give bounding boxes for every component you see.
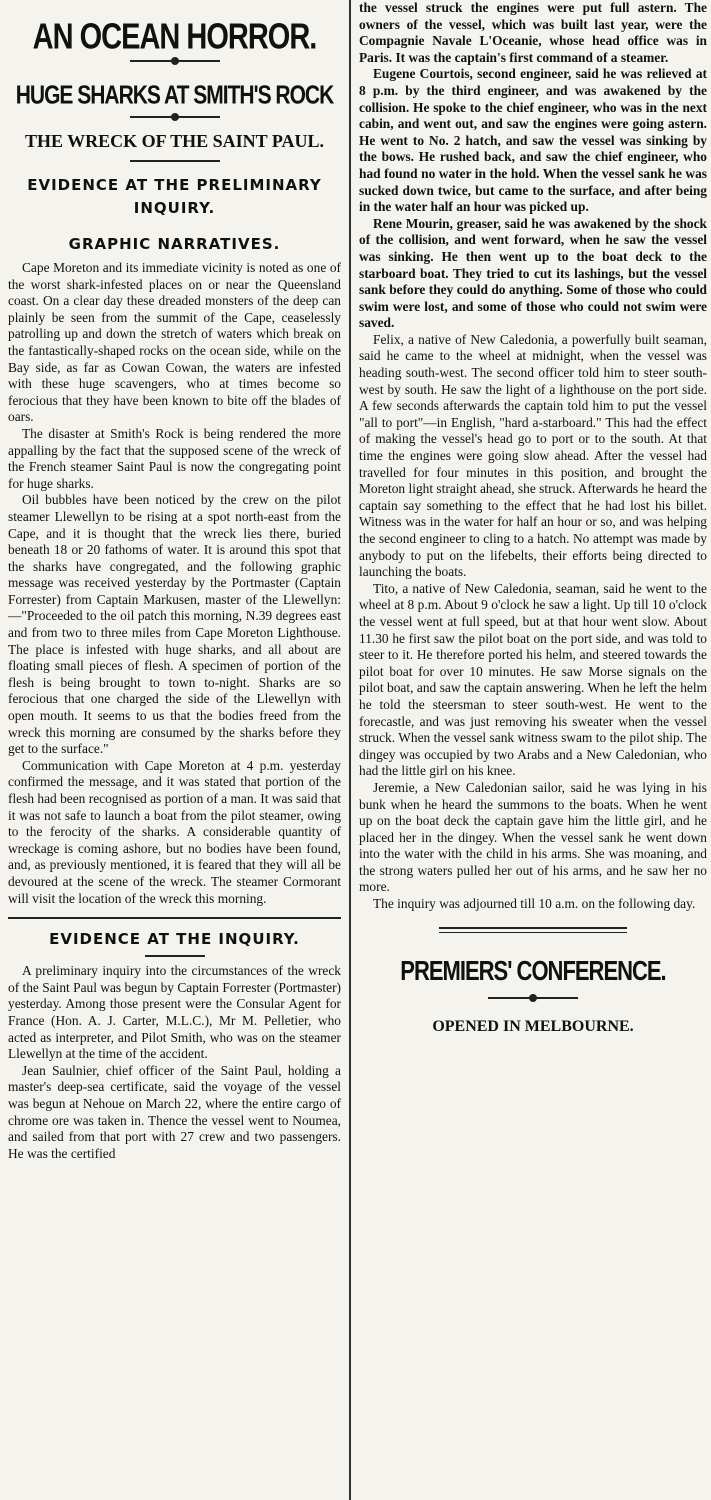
- subhead-evidence: EVIDENCE AT THE PRELIMINARY INQUIRY.: [27, 176, 322, 217]
- paragraph: Tito, a native of New Caledonia, seaman, said he went to the wheel at 8 p.m. About 9 o'clock he saw a light. Up till 10 o'clock the vessel went at full speed, but at that hour went slow. About 11.30 he first saw the pilot boat on the port side, and was told to steer to it. He therefore ported his helm, and steered towards the pilot boat for over 10 minutes. He saw Morse signals on the pilot boat, and saw the captain answering. When he left the helm he told the steersman to steer south-west. He went to the forecastle, and was just removing his sweater when the vessel struck. When the vessel sank witness swam to the pilot ship. The dingey was occupied by two Arabs and a New Caledonian, who had the little girl on his knee.: [359, 580, 707, 779]
- section-rule: [8, 917, 341, 919]
- subhead-inquiry: EVIDENCE AT THE INQUIRY.: [49, 930, 300, 949]
- ornament-rule: [130, 116, 220, 118]
- ornament-rule: [130, 60, 220, 62]
- ornament-rule: [145, 955, 205, 957]
- paragraph: Oil bubbles have been noticed by the crew on the pilot steamer Llewellyn to be rising at a spot north-east from the Cape, and it is thought that the wreck lies there, buried beneath 18 or 20 fathoms of water. It is around this spot that the sharks have congregated, and the following graphic message was received yesterday by the Portmaster (Captain Forrester) from Captain Markusen, master of the Llewellyn:—"Proceeded to the oil patch this morning, N.39 degrees east and from two to three miles from Cape Moreton Lighthouse. The place is infested with huge sharks, and all about are floating small pieces of flesh. A specimen of portion of the flesh is being brought to town to-night. Sharks are so ferocious that one charged the side of the Llewellyn with open mouth. It seems to us that the bodies freed from the wreck this morning are consumed by the sharks before they get to the surface.": [8, 492, 341, 757]
- inquiry-body: [8, 963, 341, 1162]
- article-body-right: [359, 0, 707, 913]
- subhead-wreck: THE WRECK OF THE SAINT PAUL.: [24, 131, 325, 151]
- paragraph: Cape Moreton and its immediate vicinity is noted as one of the worst shark-infested places on or near the Queensland coast. On a clear day these dreaded monsters of the deep can plainly be seen from the summit of the Cape, ceaselessly patrolling up and down the stretch of waters which break on the fantastically-shaped rocks on the ocean side, while on the Bay side, as far as Cowan Cowan, the waters are infested with these huge scavengers, who at times become so ferocious that they have been known to bite off the blades of oars.: [8, 260, 341, 425]
- paragraph: Eugene Courtois, second engineer, said he was relieved at 8 p.m. by the third engineer, and was awakened by the collision. He spoke to the chief engineer, who was in the next cabin, and went out, and saw the engines were going astern. He went to No. 2 hatch, and saw the vessel was sinking by the bows. He rushed back, and saw the chief engineer, who had found no water in the hold. When the vessel sank he was sucked down twice, but came to the surface, and after being in the water half an hour was picked up.: [359, 66, 707, 215]
- paragraph: Felix, a native of New Caledonia, a powerfully built seaman, said he came to the wheel at midnight, when the vessel was heading south-west. The second officer told him to steer south-west by south. He saw the light of a lighthouse on the port side. A few seconds afterwards the captain told him to put the vessel "all to port"—in English, "hard a-starboard." This had the effect of making the vessel's head go to port or to the south. At that time the engines were going slow ahead. After the vessel had travelled for four minutes in this position, and brought the Moreton light straight ahead, she struck. Afterwards he heard the captain say something to the effect that he had lost his billet. Witness was in the water for half an hour or so, and was helping the second engineer to cling to a hatch. No attempt was made by anybody to put on the lifebelts, their efforts being directed to launching the boats.: [359, 331, 707, 580]
- article-body-left: [8, 260, 341, 907]
- paragraph: The disaster at Smith's Rock is being rendered the more appalling by the fact that the supposed scene of the wreck of the French steamer Saint Paul is now the congregating point for huge sharks.: [8, 425, 341, 491]
- subhead-sharks: HUGE SHARKS AT SMITH'S ROCK: [15, 81, 334, 110]
- paragraph: Jean Saulnier, chief officer of the Saint Paul, holding a master's deep-sea certificate, said the voyage of the vessel was begun at Nehoue on March 22, where the entire cargo of chrome ore was taken in. Thence the vessel went to Noumea, and sailed from that port with 27 crew and two passengers. He was the certified: [8, 1062, 341, 1161]
- subhead-opened: OPENED IN MELBOURNE.: [432, 1017, 634, 1035]
- headline: AN OCEAN HORROR.: [32, 17, 317, 57]
- column-divider: [349, 0, 351, 1500]
- subhead-graphic: GRAPHIC NARRATIVES.: [68, 235, 281, 253]
- left-column: [8, 0, 345, 1500]
- paragraph: Communication with Cape Moreton at 4 p.m. yesterday confirmed the message, and it was stated that portion of the flesh had been recognised as portion of a man. It was said that it was not safe to launch a boat from the pilot steamer, owing to the ferocity of the sharks. A considerable quantity of wreckage is coming ashore, but no bodies have been found, and, as previously mentioned, it is feared that they will all be devoured at the scene of the wreck. The steamer Cormorant will visit the location of the wreck this morning.: [8, 757, 341, 906]
- paragraph: The inquiry was adjourned till 10 a.m. on the following day.: [373, 896, 696, 912]
- headline-premiers: PREMIERS' CONFERENCE.: [400, 954, 666, 986]
- paragraph: Jeremie, a New Caledonian sailor, said he was lying in his bunk when he heard the summons to the boats. When he went up on the boat deck the captain gave him the little girl, and he placed her in the dingey. When the vessel sank he went down into the water with the child in his arms. She was moaning, and the strong waters pulled her out of his arms, and he saw her no more.: [359, 779, 707, 895]
- ornament-rule: [488, 997, 578, 999]
- section-rule: [439, 927, 627, 933]
- paragraph: the vessel struck the engines were put full astern. The owners of the vessel, which was built last year, were the Compagnie Navale L'Oceanie, whose head office was in Paris. It was the captain's first command of a steamer.: [359, 0, 707, 65]
- ornament-rule: [130, 160, 220, 162]
- paragraph: Rene Mourin, greaser, said he was awakened by the shock of the collision, and went forward, when he saw the vessel was sinking. He then went up to the boat deck to the starboard boat. They tried to cut its lashings, but the vessel sank before they could do anything. Some of those who could swim were lost, and some of those who could not swim were saved.: [359, 215, 707, 331]
- paragraph: A preliminary inquiry into the circumstances of the wreck of the Saint Paul was begun by Captain Forrester (Portmaster) yesterday. Among those present were the Consular Agent for France (Hon. A. J. Carter, M.L.C.), Mr M. Pelletier, who acted as interpreter, and Pilot Smith, who was on the steamer Llewellyn at the time of the accident.: [8, 963, 341, 1062]
- right-column: [355, 0, 707, 1500]
